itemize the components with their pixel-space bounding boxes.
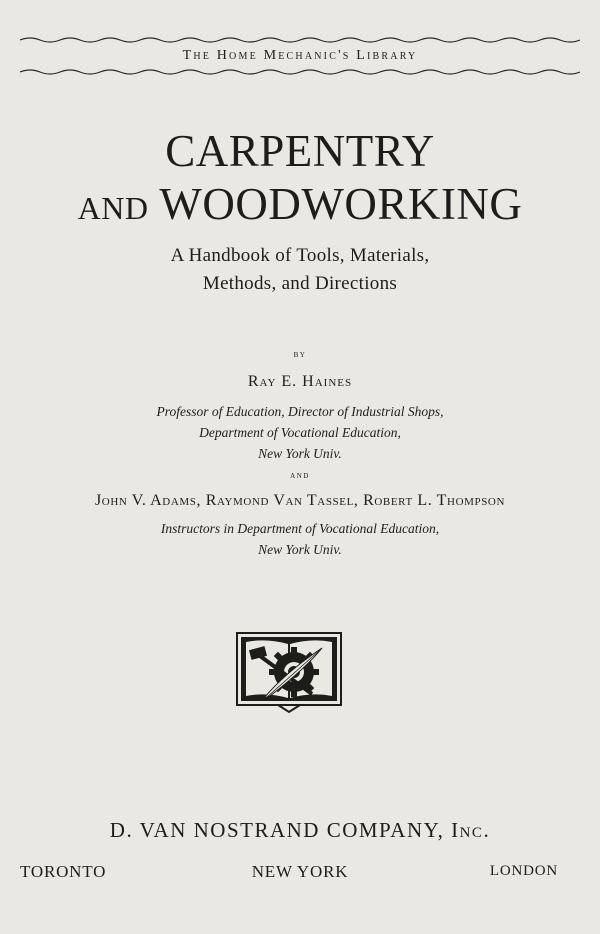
subtitle [0,242,600,298]
book-hammer-gear-emblem-icon [236,632,342,714]
publisher-name [0,818,600,843]
affiliation-line: Professor of Education, Director of Industrial Shops, [156,404,444,419]
subtitle-line1: A Handbook of Tools, Materials, [170,245,430,266]
bottom-wavy-rule [20,68,580,76]
city-london: LONDON [489,863,558,879]
city-toronto: TORONTO [20,862,107,881]
book-title-main: WOODWORKING [159,179,523,229]
co-author-names: John V. Adams, Raymond Van Tassel, Robert L. Thompson [94,492,506,509]
author-affiliation [0,401,600,464]
co-author-affiliation [0,518,600,560]
by-label: by [293,349,307,360]
series-title: The Home Mechanic's Library [182,48,418,63]
affiliation-line: Instructors in Department of Vocational Education, [160,521,440,536]
book-title-line1: CARPENTRY [165,126,435,176]
subtitle-line2: Methods, and Directions [202,273,398,294]
book-title-line2 [0,178,600,230]
affiliation-line: New York Univ. [258,542,342,557]
and-label: and [290,470,310,481]
city-new-york: NEW YORK [251,862,349,881]
publisher-main: D. VAN NOSTRAND COMPANY, [109,818,445,842]
book-title-and: AND [77,190,149,226]
author-name: Ray E. Haines [247,373,353,390]
affiliation-line: New York Univ. [258,446,342,461]
publisher-suffix: Inc. [451,818,491,842]
top-wavy-rule [20,36,580,44]
affiliation-line: Department of Vocational Education, [199,425,401,440]
